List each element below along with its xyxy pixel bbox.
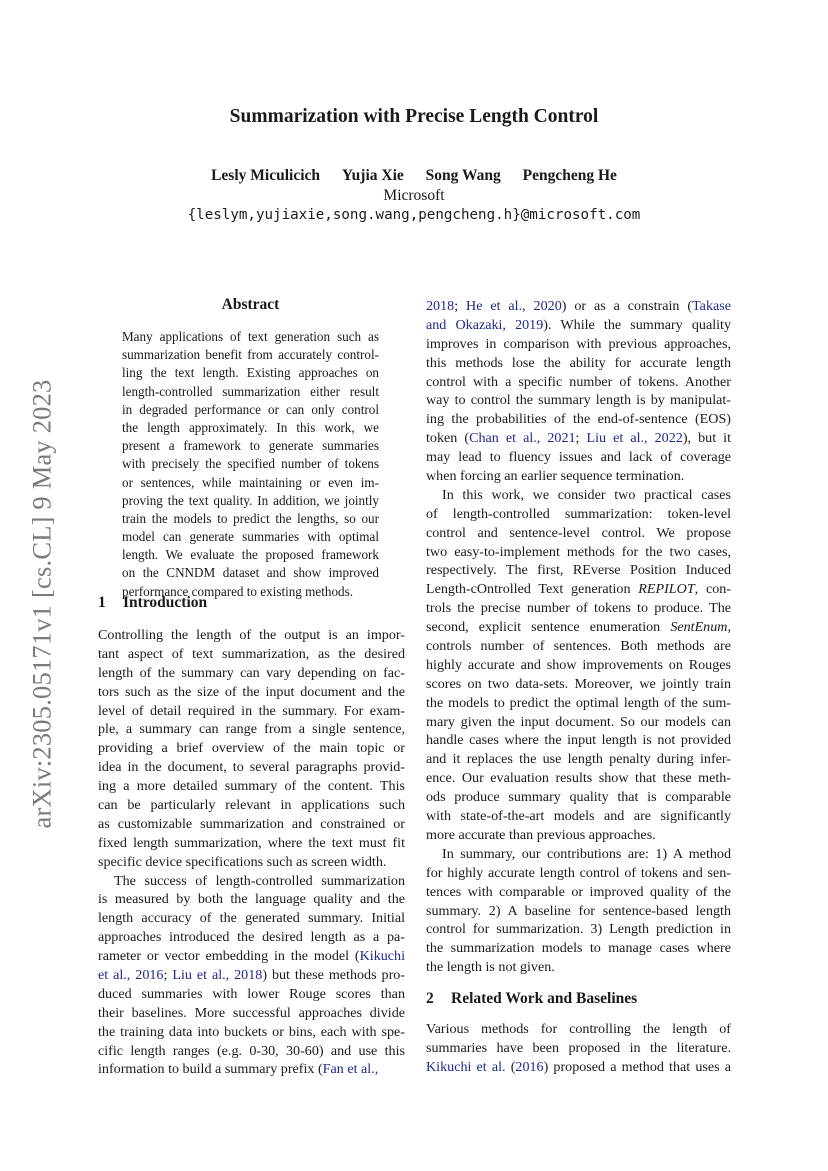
text-line xyxy=(426,316,731,335)
text-span: ), but it xyxy=(682,430,731,447)
text-span: The success of length-controlled summarization xyxy=(114,872,405,889)
text-span: control for summarization. 3) Length prediction in xyxy=(426,921,731,938)
section-heading-related-work xyxy=(426,990,637,1008)
citation-link[interactable]: Fan et al., xyxy=(322,1061,379,1078)
section-title: Introduction xyxy=(123,594,208,611)
text-line xyxy=(426,505,731,524)
abstract-line: Many applications of text generation such as xyxy=(122,329,379,344)
text-line xyxy=(426,656,731,675)
text-line xyxy=(98,872,405,891)
text-span: second, explicit sentence enumeration xyxy=(426,619,671,636)
text-span: ; xyxy=(163,967,173,984)
abstract-line: train the models to predict the lengths, so our xyxy=(122,510,379,526)
text-line xyxy=(98,796,405,815)
text-line xyxy=(426,410,731,429)
text-span: is measured by both the language quality and the xyxy=(98,891,405,908)
citation-link[interactable]: Takase xyxy=(692,298,731,314)
text-span: handle cases where the input length is not provided xyxy=(426,732,731,749)
text-span: with state-of-the-art models and are significantly xyxy=(426,808,731,825)
abstract-line: proving the text quality. In addition, we jointly xyxy=(122,492,379,508)
text-line xyxy=(426,694,731,713)
text-line xyxy=(98,947,405,966)
text-span: , xyxy=(727,619,731,636)
text-span: length accuracy of the generated summary. Initial xyxy=(98,910,405,927)
abstract-heading: Abstract xyxy=(221,296,280,313)
text-span: ple, a summary can range from a single sentence, xyxy=(98,721,405,738)
text-line xyxy=(426,580,731,599)
introduction-left-column xyxy=(98,626,405,1079)
text-span: ing a more detailed summary of the content. This xyxy=(98,778,405,795)
author-list xyxy=(0,167,828,185)
text-span: specific device specifications such as screen width. xyxy=(98,853,387,870)
text-line xyxy=(98,909,405,928)
text-span: of length-controlled summarization: token-level xyxy=(426,505,731,522)
abstract-line: summarization benefit from accurately control- xyxy=(122,347,379,363)
text-span: tences with comparable or improved quality of the xyxy=(426,883,731,900)
text-span: summaries have been proposed in the literature. xyxy=(426,1039,731,1056)
citation-link[interactable]: Liu et al., 2018 xyxy=(172,967,263,984)
text-span: controls number of sentences. Both methods are xyxy=(426,638,731,655)
abstract-line: length. We evaluate the proposed framework xyxy=(122,547,379,563)
text-span: scores on two data-sets. Moreover, we jointly train xyxy=(426,675,731,692)
section-number: 2 xyxy=(426,990,434,1007)
abstract-line: the length approximately. In this work, we xyxy=(122,419,379,435)
text-span: fixed length summarization, where the text must fit xyxy=(98,834,405,851)
text-line xyxy=(426,1058,731,1077)
text-span: tant aspect of text summarization, as the desired xyxy=(98,645,405,662)
author-name: Pengcheng He xyxy=(522,167,617,184)
text-span: their baselines. More successful approaches divide xyxy=(98,1004,405,1021)
text-span: providing a brief overview of the main topic or xyxy=(98,740,405,757)
text-line xyxy=(426,807,731,826)
text-line xyxy=(98,853,405,872)
related-work-column xyxy=(426,1020,731,1077)
text-line xyxy=(426,448,731,467)
text-line xyxy=(426,486,731,505)
text-span: way to control the summary length is by manipulat- xyxy=(426,392,731,409)
text-line xyxy=(98,890,405,909)
text-span: two easy-to-implement methods for the two cases, xyxy=(426,543,731,560)
text-span: tors such as the size of the input document and the xyxy=(98,683,405,700)
text-span: and it replaces the use length penalty during infer- xyxy=(426,751,731,768)
author-name: Song Wang xyxy=(425,167,501,184)
text-span: the length is not given. xyxy=(426,959,555,976)
citation-link[interactable]: 2018 xyxy=(426,298,455,314)
affiliation: Microsoft xyxy=(383,187,445,204)
text-span: level of detail required in the summary. For exam- xyxy=(98,702,405,719)
text-span: as customizable summarization and constrained or xyxy=(98,815,405,832)
text-span: Controlling the length of the output is an impor- xyxy=(98,627,405,643)
text-span: information to build a summary prefix ( xyxy=(98,1061,323,1078)
abstract-line: model can generate summaries with optimal xyxy=(122,529,379,545)
text-line xyxy=(426,599,731,618)
text-line xyxy=(426,391,731,410)
citation-link[interactable]: Chan et al., 2021 xyxy=(469,430,576,447)
section-title: Related Work and Baselines xyxy=(451,990,638,1007)
citation-link[interactable]: Kikuchi et al. xyxy=(426,1058,506,1075)
text-span: In summary, our contributions are: 1) A method xyxy=(442,845,731,862)
arxiv-stamp xyxy=(20,360,64,848)
text-line xyxy=(98,1042,405,1061)
text-span: highly accurate and show improvements on Rouges xyxy=(426,656,731,673)
citation-link[interactable]: He et al., 2020 xyxy=(466,298,562,314)
text-line xyxy=(98,777,405,796)
text-span: ( xyxy=(505,1058,516,1075)
text-span: summary. 2) A baseline for sentence-based length xyxy=(426,902,731,919)
text-line xyxy=(426,864,731,883)
text-line xyxy=(426,902,731,921)
text-line xyxy=(426,845,731,864)
text-line xyxy=(426,1020,731,1039)
text-line xyxy=(98,1004,405,1023)
text-span: cific length ranges (e.g. 0-30, 30-60) and use this xyxy=(98,1042,405,1059)
citation-link[interactable]: Liu et al., 2022 xyxy=(586,430,683,447)
text-span: token ( xyxy=(426,430,470,447)
abstract-line: with precisely the specified number of tokens xyxy=(122,456,379,472)
text-line xyxy=(98,985,405,1004)
abstract-line: length-controlled summarization either result xyxy=(122,383,379,399)
text-span: can be particularly relevant in applications such xyxy=(98,797,405,814)
text-span: when forcing an earlier sequence termination. xyxy=(426,468,685,485)
citation-link[interactable]: 2016 xyxy=(515,1058,544,1075)
text-span: ods produce summary quality that is comparable xyxy=(426,789,731,806)
text-span: control and sentence-level control. We propose xyxy=(426,524,731,541)
text-line xyxy=(98,664,405,683)
text-span: approaches introduced the desired length as a pa- xyxy=(98,929,405,946)
text-line xyxy=(98,1060,405,1079)
text-span: Length-cOntrolled Text generation xyxy=(426,581,639,598)
text-span: length of the summary can vary depending on fac- xyxy=(98,664,405,681)
text-line xyxy=(98,626,405,645)
method-name: REPILOT xyxy=(638,581,695,598)
text-line xyxy=(98,815,405,834)
section-heading-introduction xyxy=(98,594,207,612)
text-line xyxy=(426,731,731,750)
text-line xyxy=(426,939,731,958)
text-span: Various methods for controlling the length of xyxy=(426,1021,731,1037)
text-line xyxy=(426,561,731,580)
abstract-line: in degraded performance or can only control xyxy=(122,401,379,417)
text-line xyxy=(98,758,405,777)
text-span: trols the precise number of tokens to produce. The xyxy=(426,600,731,617)
text-line xyxy=(426,373,731,392)
text-line xyxy=(426,618,731,637)
abstract-line: performance compared to existing methods. xyxy=(122,583,353,599)
author-name: Lesly Miculicich xyxy=(211,167,321,184)
method-name: SentEnum xyxy=(670,619,728,636)
citation-link[interactable]: Kikuchi xyxy=(359,948,405,965)
text-line xyxy=(98,720,405,739)
introduction-right-column xyxy=(426,297,731,977)
text-span: , con- xyxy=(694,581,731,598)
text-line xyxy=(426,543,731,562)
text-line xyxy=(98,683,405,702)
text-span: control with a specific number of tokens. Another xyxy=(426,373,731,390)
arxiv-identifier: arXiv:2305.05171v1 [cs.CL] 9 May 2023 xyxy=(26,379,57,829)
paper-title: Summarization with Precise Length Control xyxy=(229,106,599,127)
text-line xyxy=(98,928,405,947)
text-span: In this work, we consider two practical cases xyxy=(442,486,731,503)
author-email: {leslym,yujiaxie,song.wang,pengcheng.h}@microsoft.com xyxy=(187,207,641,223)
text-span: idea in the document, to several paragraphs provid- xyxy=(98,759,405,776)
text-span: ). While the summary quality xyxy=(543,316,731,333)
text-line xyxy=(426,769,731,788)
text-line xyxy=(426,524,731,543)
text-line xyxy=(98,739,405,758)
text-span: improves in comparison with previous approaches, xyxy=(426,335,731,352)
text-span: the training data into buckets or bins, each with spe- xyxy=(98,1023,405,1040)
citation-link[interactable]: et al., 2016 xyxy=(98,967,164,984)
abstract-line: on the CNNDM dataset and show improved xyxy=(122,565,379,581)
text-span: for highly accurate length control of tokens and sen- xyxy=(426,864,731,881)
text-line xyxy=(98,645,405,664)
text-span: ence. Our evaluation results show that these meth- xyxy=(426,770,731,787)
text-line xyxy=(426,1039,731,1058)
abstract-body xyxy=(122,328,379,601)
text-span: the models to predict the optimal length of the sum- xyxy=(426,694,731,711)
abstract-line: or sentences, while maintaining or even im- xyxy=(122,474,379,490)
text-span: duced summaries with lower Rouge scores than xyxy=(98,985,405,1002)
text-span: ing the probabilities of the end-of-sentence (EOS) xyxy=(426,411,731,428)
text-span: ) or as a constrain ( xyxy=(561,298,693,314)
text-span: may lead to fluency issues and lack of coverage xyxy=(426,449,731,466)
citation-link[interactable]: and Okazaki, 2019 xyxy=(426,316,544,333)
text-line xyxy=(426,826,731,845)
text-line xyxy=(98,834,405,853)
text-line xyxy=(98,966,405,985)
text-line xyxy=(426,920,731,939)
text-span: respectively. The first, REverse Position Induced xyxy=(426,562,731,579)
text-line xyxy=(426,637,731,656)
abstract-line: present a framework to generate summaries xyxy=(122,438,379,454)
text-span: ; xyxy=(454,298,467,314)
text-span: this methods lose the ability for accurate length xyxy=(426,354,731,371)
text-line xyxy=(426,335,731,354)
text-span: ) proposed a method that uses a xyxy=(543,1058,731,1075)
text-line xyxy=(426,750,731,769)
author-name: Yujia Xie xyxy=(341,167,404,184)
text-line xyxy=(98,702,405,721)
text-span: ; xyxy=(575,430,587,447)
text-line xyxy=(426,788,731,807)
text-span: rameter or vector embedding in the model ( xyxy=(98,948,360,965)
text-line xyxy=(426,713,731,732)
text-line xyxy=(426,297,731,316)
text-line xyxy=(426,675,731,694)
text-line xyxy=(426,467,731,486)
text-line xyxy=(98,1023,405,1042)
text-line xyxy=(426,354,731,373)
text-line xyxy=(426,429,731,448)
text-line xyxy=(426,883,731,902)
text-span: more accurate than previous approaches. xyxy=(426,826,656,843)
section-number: 1 xyxy=(98,594,106,611)
text-span: the summarization models to manage cases where xyxy=(426,940,731,957)
abstract-line: ling the text length. Existing approaches on xyxy=(122,365,379,381)
text-span: ) but these methods pro- xyxy=(262,967,405,984)
text-line xyxy=(426,958,731,977)
text-span: mary given the input document. So our models can xyxy=(426,713,731,730)
